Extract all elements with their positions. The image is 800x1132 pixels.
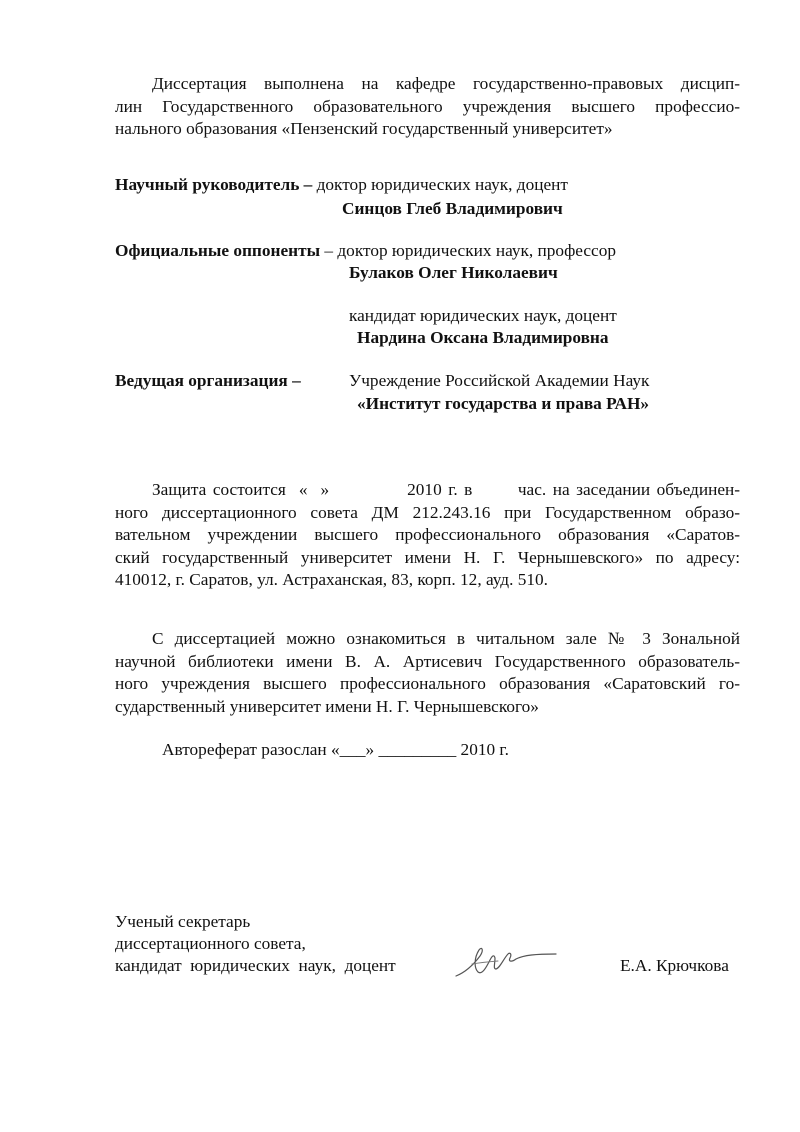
supervisor-dash: –: [299, 175, 317, 194]
defense-line: ного диссертационного совета ДМ 212.243.16 при Государственном образо-: [115, 502, 740, 522]
secretary-council: диссертационного совета,: [115, 934, 306, 953]
library-line: научной библиотеки имени В. А. Артисевич Государственного образователь-: [115, 651, 740, 671]
supervisor-degree: доктор юридических наук, доцент: [316, 175, 568, 194]
library-line: сударственный университет имени Н. Г. Чернышевского»: [115, 696, 539, 716]
secretary-degree: кандидат юридических наук, доцент: [115, 956, 396, 975]
opponents-line: [115, 240, 616, 262]
supervisor-name: Синцов Глеб Владимирович: [342, 199, 563, 218]
intro-line: нального образования «Пензенский государственный университет»: [115, 119, 613, 139]
defense-line: 410012, г. Саратов, ул. Астраханская, 83, корп. 12, ауд. 510.: [115, 570, 548, 590]
intro-line: лин Государственного образовательного учреждения высшего профессио-: [115, 96, 740, 116]
library-line: С диссертацией можно ознакомиться в читальном зале № 3 Зональной: [152, 629, 740, 648]
leading-org-line2: «Институт государства и права РАН»: [357, 394, 650, 413]
supervisor-label: Научный руководитель: [115, 175, 300, 194]
secretary-title: Ученый секретарь: [115, 912, 251, 931]
library-line: ного учреждения высшего профессионального образования «Саратовский го-: [115, 674, 740, 694]
opponent-1-name: Булаков Олег Николаевич: [349, 263, 558, 282]
leading-org-line1: Учреждение Российской Академии Наук: [349, 371, 650, 390]
intro-paragraph: [115, 73, 740, 141]
opponent-1-degree: доктор юридических наук, профессор: [337, 241, 616, 260]
library-paragraph: [115, 628, 740, 718]
abstract-sent-line: Автореферат разослан «___» _________ 2010 г.: [162, 740, 509, 759]
defense-line: Защита состоится « » 2010 г. в час. на заседании объединен-: [152, 480, 740, 499]
handwritten-signature: [452, 942, 562, 980]
supervisor-line: [115, 174, 568, 196]
opponent-2-name: Нардина Оксана Владимировна: [357, 328, 609, 347]
leading-org-label: Ведущая организация –: [115, 371, 301, 390]
opponent-2-degree: кандидат юридических наук, доцент: [349, 306, 617, 325]
intro-line: Диссертация выполнена на кафедре государственно-правовых дисцип-: [152, 74, 740, 93]
defense-line: ский государственный университет имени Н. Г. Чернышевского» по адресу:: [115, 547, 740, 567]
defense-paragraph: [115, 479, 740, 592]
opponents-label: Официальные оппоненты: [115, 241, 321, 260]
defense-line: вательном учреждении высшего профессионального образования «Саратов-: [115, 525, 740, 545]
opponents-dash: –: [320, 241, 338, 260]
secretary-name: Е.А. Крючкова: [620, 956, 729, 975]
